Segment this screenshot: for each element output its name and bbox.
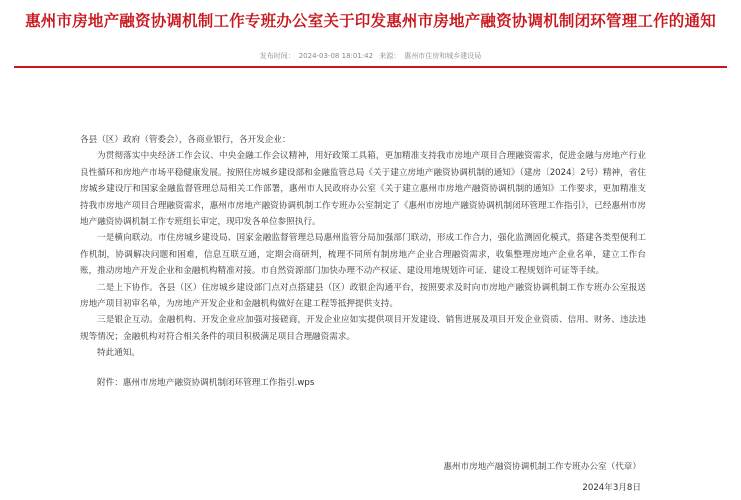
document-body — [80, 132, 646, 391]
published-time: 2024-03-08 18:01:42 — [298, 52, 374, 60]
paragraph-horizontal-linkage: 一是横向联动。市住房城乡建设局、国家金融监督管理总局惠州监管分局加强部门联动，形成工作合力，强化监测固化模式，搭建各类型便利工作机制，协调解决问题和困难，信息互联互通，定期会商研判，梳理不同所有制房地产企业合理融资需求，收集整理房地产企业名单，建立工作台账，推动房地产开发企业和金融机构精准对接。市自然资源部门加快办理不动产权证、建设用地规划许可证、建设工程规划许可证等手续。 — [80, 233, 646, 277]
salutation: 各县（区）政府（管委会），各商业银行，各开发企业： — [80, 135, 291, 145]
page-title: 惠州市房地产融资协调机制工作专班办公室关于印发惠州市房地产融资协调机制闭环管理工作的通知 — [25, 12, 716, 30]
source-label: 来源： — [379, 52, 401, 60]
signature: 惠州市房地产融资协调机制工作专班办公室（代章） — [443, 462, 641, 472]
publish-meta — [0, 51, 741, 61]
paragraph-intro: 为贯彻落实中央经济工作会议、中央金融工作会议精神，用好政策工具箱，更加精准支持我市房地产项目合理融资需求，促进金融与房地产行业良性循环和房地产市场平稳健康发展。按照住房城乡建设部和金融监管总局《关于建立房地产融资协调机制的通知》（建房〔2024〕2号）精神，省住房城乡建设厅和国家金融监督管理总局相关工作部署，惠州市人民政府办公室《关于建立惠州市房地产融资协调机制的通知》工作要求，更加精准支持我市房地产项目合理融资需求，惠州市房地产融资协调机制工作专班办公室制定了《惠州市房地产融资协调机制闭环管理工作指引》，已经惠州市房地产融资协调机制工作专班组长审定，现印发各单位参照执行。 — [80, 151, 646, 228]
title-divider — [14, 66, 727, 68]
paragraph-closing: 特此通知。 — [97, 348, 140, 359]
published-label: 发布时间： — [259, 52, 295, 60]
paragraph-bank-enterprise: 三是银企互动。金融机构、开发企业应加强对接磋商，开发企业应如实提供项目开发建设、销售进展及项目开发企业资质、信用、财务、违法违规等情况；金融机构对符合相关条件的项目积极满足项目合理融资需求。 — [80, 315, 646, 342]
attachment-link[interactable]: 附件：惠州市房地产融资协调机制闭环管理工作指引.wps — [97, 377, 315, 388]
signature-date: 2024年3月8日 — [582, 483, 641, 493]
paragraph-vertical-collaboration: 二是上下协作。各县（区）住房城乡建设部门点对点搭建县（区）政银企沟通平台，按照要求及时向市房地产融资协调机制工作专班办公室报送房地产项目初审名单，为房地产开发企业和金融机构做好在建工程等抵押提供支持。 — [80, 282, 646, 310]
source-name: 惠州市住房和城乡建设局 — [404, 52, 482, 60]
